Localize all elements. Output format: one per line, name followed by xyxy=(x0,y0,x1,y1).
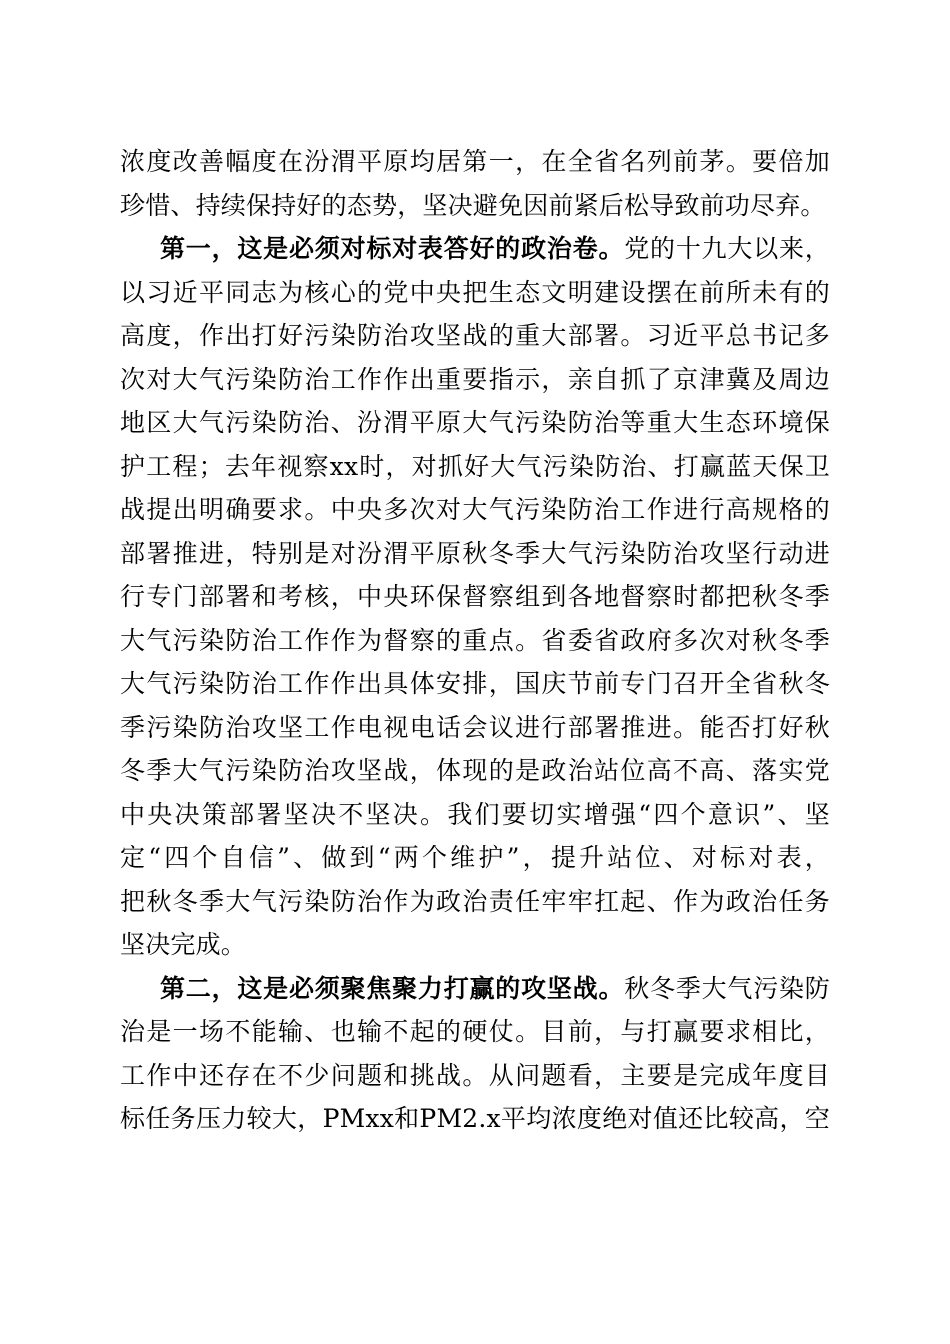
text-line: 浓度改善幅度在汾渭平原均居第一，在全省名列前茅。要倍加 xyxy=(120,147,830,176)
text-line: 地区大气污染防治、汾渭平原大气污染防治等重大生态环境保 xyxy=(120,408,830,437)
paragraph-lead: 第二，这是必须聚焦聚力打赢的攻坚战。 xyxy=(160,973,625,1003)
text-line xyxy=(120,227,830,271)
text-line: 次对大气污染防治工作作出重要指示，亲自抓了京津冀及周边 xyxy=(120,364,830,394)
text-line: 部署推进，特别是对汾渭平原秋冬季大气污染防治攻坚行动进 xyxy=(120,538,830,568)
text-line: 行专门部署和考核，中央环保督察组到各地督察时都把秋冬季 xyxy=(120,582,830,611)
text-line-rest: 秋冬季大气污染防 xyxy=(624,973,830,1003)
text-line: 珍惜、持续保持好的态势，坚决避免因前紧后松导致前功尽弃。 xyxy=(120,190,826,220)
text-line: 定“四个自信”、做到“两个维护”，提升站位、对标对表， xyxy=(120,843,830,872)
text-line: 战提出明确要求。中央多次对大气污染防治工作进行高规格的 xyxy=(120,495,830,524)
paragraph-lead: 第一，这是必须对标对表答好的政治卷。 xyxy=(160,234,625,263)
paragraph-3 xyxy=(120,967,830,1141)
text-line: 把秋冬季大气污染防治作为政治责任牢牢扛起、作为政治任务 xyxy=(120,886,830,916)
text-line xyxy=(120,967,830,1011)
text-line: 高度，作出打好污染防治攻坚战的重大部署。习近平总书记多 xyxy=(120,321,830,350)
paragraph-2 xyxy=(120,227,830,967)
text-line: 中央决策部署坚决不坚决。我们要切实增强“四个意识”、坚 xyxy=(120,799,830,829)
text-line: 工作中还存在不少问题和挑战。从问题看，主要是完成年度目 xyxy=(120,1060,830,1090)
text-line: 坚决完成。 xyxy=(120,930,247,959)
text-line: 季污染防治攻坚工作电视电话会议进行部署推进。能否打好秋 xyxy=(120,712,830,742)
text-line: 以习近平同志为核心的党中央把生态文明建设摆在前所未有的 xyxy=(120,277,830,307)
text-line-rest: 党的十九大以来， xyxy=(624,234,830,263)
text-line: 治是一场不能输、也输不起的硬仗。目前，与打赢要求相比， xyxy=(120,1017,830,1046)
document-body xyxy=(120,140,830,1141)
text-line: 护工程；去年视察xx时，对抓好大气污染防治、打赢蓝天保卫 xyxy=(120,451,830,481)
text-line: 大气污染防治工作作出具体安排，国庆节前专门召开全省秋冬 xyxy=(120,669,830,698)
text-line: 标任务压力较大，PMxx和PM2.x平均浓度绝对值还比较高，空 xyxy=(120,1104,830,1133)
text-line: 冬季大气污染防治攻坚战，体现的是政治站位高不高、落实党 xyxy=(120,756,830,785)
text-line: 大气污染防治工作作为督察的重点。省委省政府多次对秋冬季 xyxy=(120,625,830,655)
paragraph-1 xyxy=(120,140,830,227)
